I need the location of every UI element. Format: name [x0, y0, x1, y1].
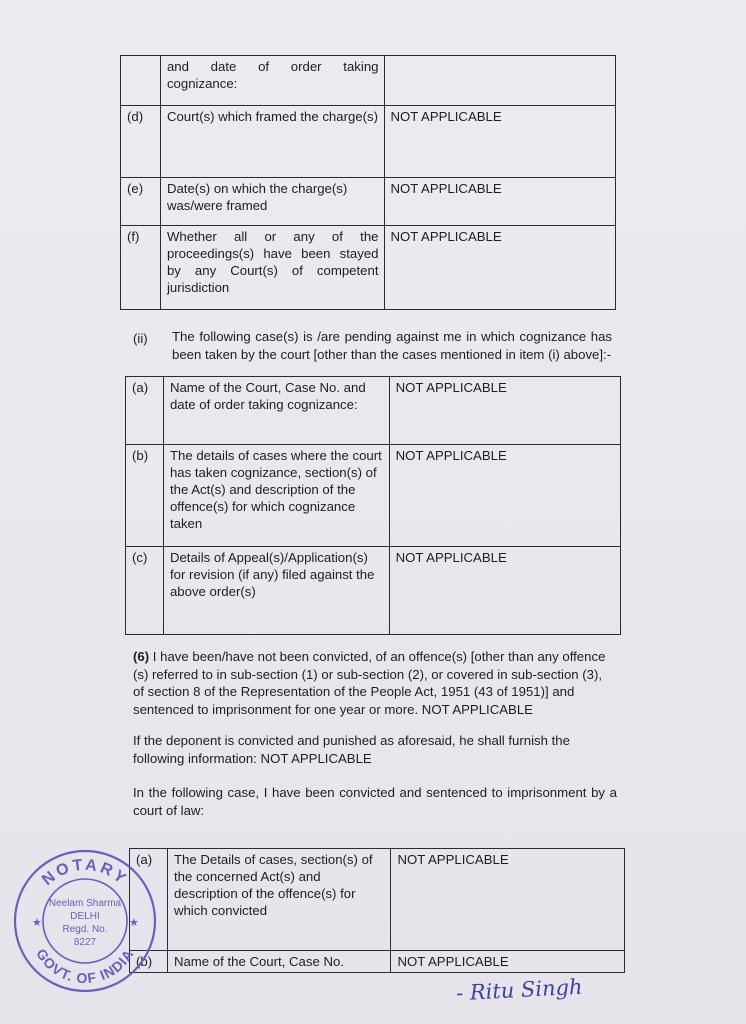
star-icon: ★ — [32, 917, 42, 929]
row-description: Details of Appeal(s)/Application(s) for revision (if any) filed against the above order(s) — [163, 547, 389, 635]
row-value: NOT APPLICABLE — [384, 178, 616, 226]
row-label: (a) — [126, 377, 164, 445]
table-row — [121, 226, 616, 310]
row-value: NOT APPLICABLE — [384, 226, 616, 310]
row-description: Name of the Court, Case No. and date of order taking cognizance: — [163, 377, 389, 445]
row-value: NOT APPLICABLE — [391, 951, 625, 973]
section-ii-text: The following case(s) is /are pending against me in which cognizance has been taken by the court [other than the cases mentioned in item (i) above]:- — [172, 329, 612, 362]
row-value: NOT APPLICABLE — [389, 547, 620, 635]
section-6-text: I have been/have not been convicted, of an offence(s) [other than any offence (s) referred to in sub-section (1) or sub-section (2), or covered in sub-section (3), of section 8 of the Representation of the People Act, 1951 (43 of 1951)] and sentenced to imprisonment for one year or more. NOT APPLICABLE — [133, 649, 606, 717]
pending-cases-table — [125, 376, 621, 635]
table-row — [121, 106, 616, 178]
stamp-city: DELHI — [70, 911, 100, 922]
star-icon: ★ — [129, 917, 139, 929]
row-value — [384, 56, 616, 106]
row-description: Date(s) on which the charge(s) was/were framed — [160, 178, 384, 226]
stamp-reg-no: 8227 — [73, 937, 97, 948]
stamp-reg-label: Regd. No. — [62, 924, 108, 935]
row-label: (d) — [121, 106, 161, 178]
stamp-bottom-text: GOVT. OF INDIA — [33, 945, 137, 987]
table-row — [126, 445, 621, 547]
table-row — [121, 56, 616, 106]
row-value: NOT APPLICABLE — [384, 106, 616, 178]
table-row — [126, 377, 621, 445]
table-row — [126, 547, 621, 635]
row-description: The details of cases where the court has taken cognizance, section(s) of the Act(s) and description of the offence(s) for which cognizance taken — [163, 445, 389, 547]
table-row — [121, 178, 616, 226]
table-row — [130, 849, 625, 951]
row-label: (b) — [126, 445, 164, 547]
table-row — [130, 951, 625, 973]
signature: - Ritu Singh — [455, 974, 584, 1006]
row-value: NOT APPLICABLE — [389, 445, 620, 547]
convictions-table — [129, 848, 625, 973]
row-description: The Details of cases, section(s) of the concerned Act(s) and description of the offence(s) for which convicted — [167, 849, 391, 951]
svg-text:NOTARY — [39, 857, 131, 889]
row-label: (b) — [130, 951, 168, 973]
section-6-intro: In the following case, I have been convicted and sentenced to imprisonment by a court of law: — [133, 785, 617, 818]
row-value: NOT APPLICABLE — [391, 849, 625, 951]
section-6 — [133, 648, 615, 718]
row-label: (a) — [130, 849, 168, 951]
row-description: and date of order taking cognizance: — [160, 56, 384, 106]
row-label: (e) — [121, 178, 161, 226]
stamp-top-text: NOTARY — [39, 856, 131, 890]
section-6-number: (6) — [133, 649, 150, 664]
row-label: (c) — [126, 547, 164, 635]
row-description: Whether all or any of the proceedings(s) have been stayed by any Court(s) of competent jurisdiction — [160, 226, 384, 310]
section-6-followup: If the deponent is convicted and punished as aforesaid, he shall furnish the following information: NOT APPLICABLE — [133, 733, 570, 766]
row-value: NOT APPLICABLE — [389, 377, 620, 445]
row-description: Court(s) which framed the charge(s) — [160, 106, 384, 178]
notary-stamp — [12, 848, 158, 994]
stamp-name: Neelam Sharma — [48, 898, 122, 909]
row-description: Name of the Court, Case No. — [167, 951, 391, 973]
charges-table — [120, 55, 616, 310]
section-ii-label: (ii) — [133, 331, 148, 346]
row-label: (f) — [121, 226, 161, 310]
row-label — [121, 56, 161, 106]
